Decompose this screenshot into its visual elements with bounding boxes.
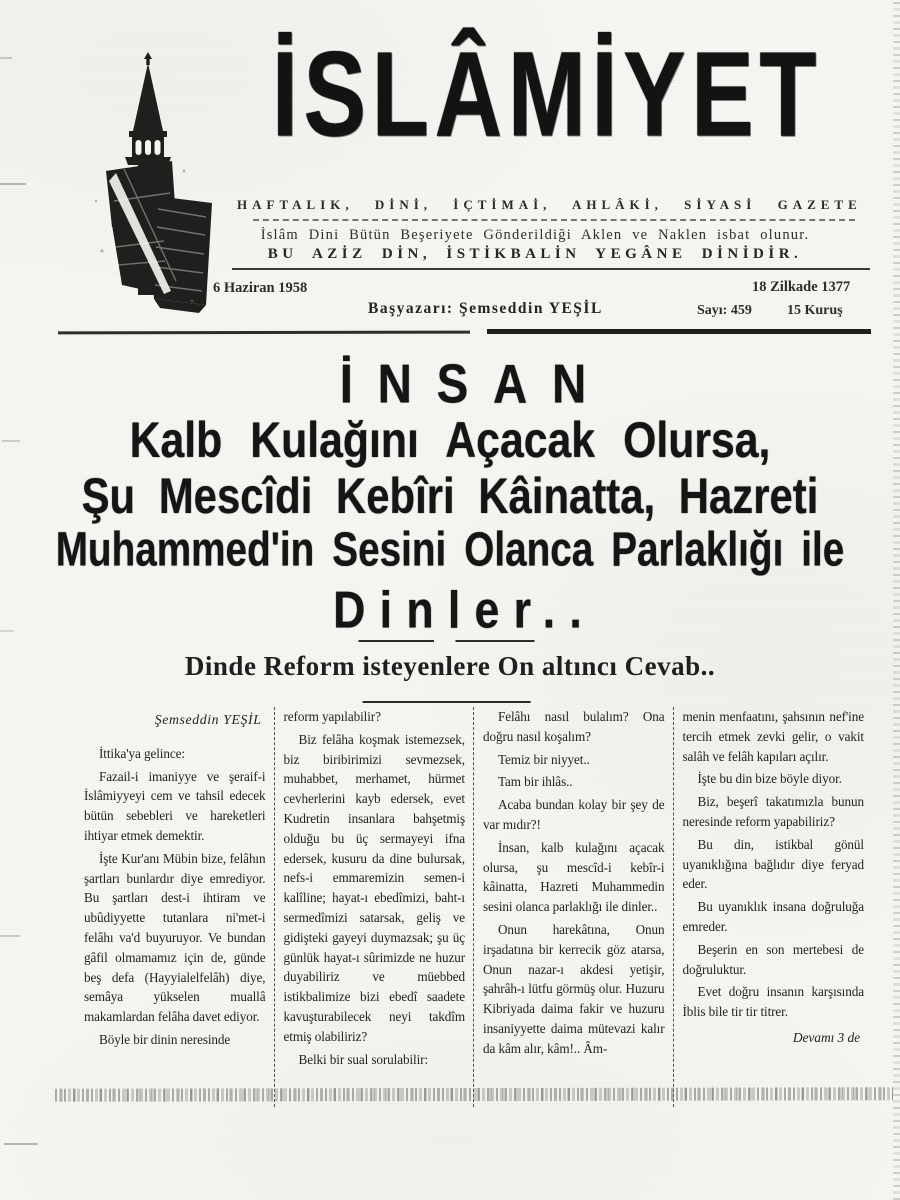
article-columns [84, 707, 872, 1107]
section-heading-rule-top [358, 640, 534, 642]
masthead-solid-rule [232, 268, 870, 270]
header-thick-rule-right [487, 329, 871, 334]
article-paragraph: Felâhı nasıl bulalım? Ona doğru nasıl koşalım? [483, 709, 665, 744]
article-column-4 [673, 707, 873, 1107]
scan-margin-dash [2, 440, 20, 442]
article-paragraph: Beşerin en son mertebesi de doğruluktur. [682, 941, 864, 977]
article-paragraph: reform yapılabilir? [283, 709, 381, 724]
article-paragraph: Biz, beşerî takatımızla bunun neresinde reform yapabiliriz? [682, 794, 864, 829]
article-paragraph: Acaba bundan kolay bir şey de var mıdır?! [483, 797, 665, 832]
article-paragraph: Belki bir sual sorulabilir: [298, 1051, 429, 1067]
article-paragraph: Biz felâha koşmak istemezsek, biz biribirimizi sevmezsek, muhabbet, merhamet, hürmet cevherlerini kayb edersek, evet Kudretin insanlara bahşetmiş olduğu bu üç sermayeyi ifna edersek, kusuru da dine bulursak, nefs-i emmaremizin semen-i kalîline; hayat-ı ebedîmizi, baht-ı sermedîmizi satarsak, geliş ve gidişteki gayeyi duymazsak; şu üç günlük hayat-ı sûrimizde ne huzur duyabiliriz ve müebbed istikbalimize bizi ebedî saadete kavuşturabilecek neyi takdîm etmiş olabiliriz? [283, 731, 465, 1044]
publication-date-hijri: 18 Zilkade 1377 [752, 279, 851, 295]
article-byline: Şemseddin YEŞİL [154, 712, 262, 727]
article-paragraph: Bu din, istikbal gönül uyanıklığına bağlıdır diye feryad eder. [682, 836, 864, 892]
article-paragraph: Temiz bir niyyet.. [498, 751, 590, 767]
newspaper-title: İSLÂMİYET [271, 26, 823, 162]
headline-line-4: Muhammed'in Sesini Olanca Parlaklığı ile [55, 523, 845, 577]
section-heading-rule-bottom [363, 701, 531, 703]
masthead-dotted-rule [253, 219, 855, 221]
headline-line-3: Şu Mescîdi Kebîri Kâinatta, Hazreti [81, 467, 819, 525]
article-paragraph: Fazail-i imaniyye ve şeraif-i İslâmiyyeyi cem ve tahsil edecek bütün sebebleri ve hareketleri ihtiyar etmek demektir. [84, 768, 266, 843]
issue-number: Sayı: 459 [697, 303, 752, 318]
article-column-3 [473, 707, 673, 1107]
headline-line-2: Kalb Kulağını Açacak Olursa, [129, 411, 771, 469]
headline-line-1: İNSAN [339, 353, 611, 415]
motto-line-2: BU AZİZ DİN, İSTİKBALİN YEGÂNE DİNİDİR. [267, 246, 803, 262]
motto-line-1: İslâm Dini Bütün Beşeriyete Gönderildiği Aklen ve Naklen isbat olunur. [260, 227, 810, 243]
article-paragraph: menin menfaatını, şahsının nef'ine tercih etmek zevki gelir, o vakit salâh ve felâh kapıları açılır. [682, 709, 864, 764]
article-paragraph: İttika'ya gelince: [99, 745, 185, 761]
article-paragraph: Evet doğru insanın karşısında İblis bile tir tir titrer. [682, 984, 864, 1020]
article-paragraph: Bu uyanıklık insana doğruluğa emreder. [682, 899, 864, 934]
headline-line-5: Dinler.. [333, 580, 597, 639]
scan-margin-dash [0, 935, 20, 937]
publication-date-gregorian: 6 Haziran 1958 [213, 280, 308, 296]
article-paragraph: Onun harekâtına, Onun irşadatına bir kerrecik göz atarsa, Onun nazar-ı akdesi yetişir, şahrâh-ı lütfu görmüş olur. Huzuru Kibriyada daima fakir ve huzuru insaniyyette daima mütevazi kalır da kâm alır, kâm!.. Âm- [483, 921, 665, 1056]
article-paragraph: Tam bir ihlâs.. [498, 774, 573, 790]
scan-margin-dash [4, 1143, 38, 1145]
article-paragraph: Böyle bir dinin neresinde [99, 1031, 231, 1047]
continuation-note: Devamı 3 de [792, 1029, 860, 1045]
price: 15 Kuruş [787, 303, 843, 318]
editor-line: Başyazarı: Şemseddin YEŞİL [368, 300, 603, 317]
scan-margin-dash [0, 630, 14, 632]
header-thick-rule-left [58, 331, 470, 335]
article-paragraph: İşte bu din bize böyle diyor. [697, 771, 842, 787]
article-paragraph: İşte Kur'anı Mübin bize, felâhın şartları bunlardır diye emrediyor. Bu şartları dest-i ihtiram ve ubûdiyyette tutanlara ni'met-i felâhı va'd buyuruyor. Ve bundan gâfil olmamamız için de, günde beş defa (Hayyialelfelâh) diye, semâya yükselen muallâ makamlardan felâha davet ediyor. [84, 850, 266, 1025]
article-column-1 [84, 707, 274, 1107]
minaret-mosque-engraving-icon [72, 50, 224, 318]
scan-margin-dash [0, 57, 12, 59]
newspaper-subtitle: HAFTALIK, DİNİ, İÇTİMAİ, AHLÂKİ, SİYASİ GAZETE [237, 197, 862, 212]
scan-edge-noise-strip [893, 0, 900, 1200]
scan-speckle-band [55, 1087, 893, 1101]
article-paragraph: İnsan, kalb kulağını açacak olursa, şu mescîd-i kebîr-i kâinatta, Hazreti Muhammedin sesini olanca parlaklığı ile dinler.. [483, 839, 665, 915]
scan-margin-dash [0, 183, 26, 185]
section-heading: Dinde Reform isteyenlere On altıncı Cevab.. [184, 651, 716, 681]
article-column-2 [274, 707, 474, 1107]
